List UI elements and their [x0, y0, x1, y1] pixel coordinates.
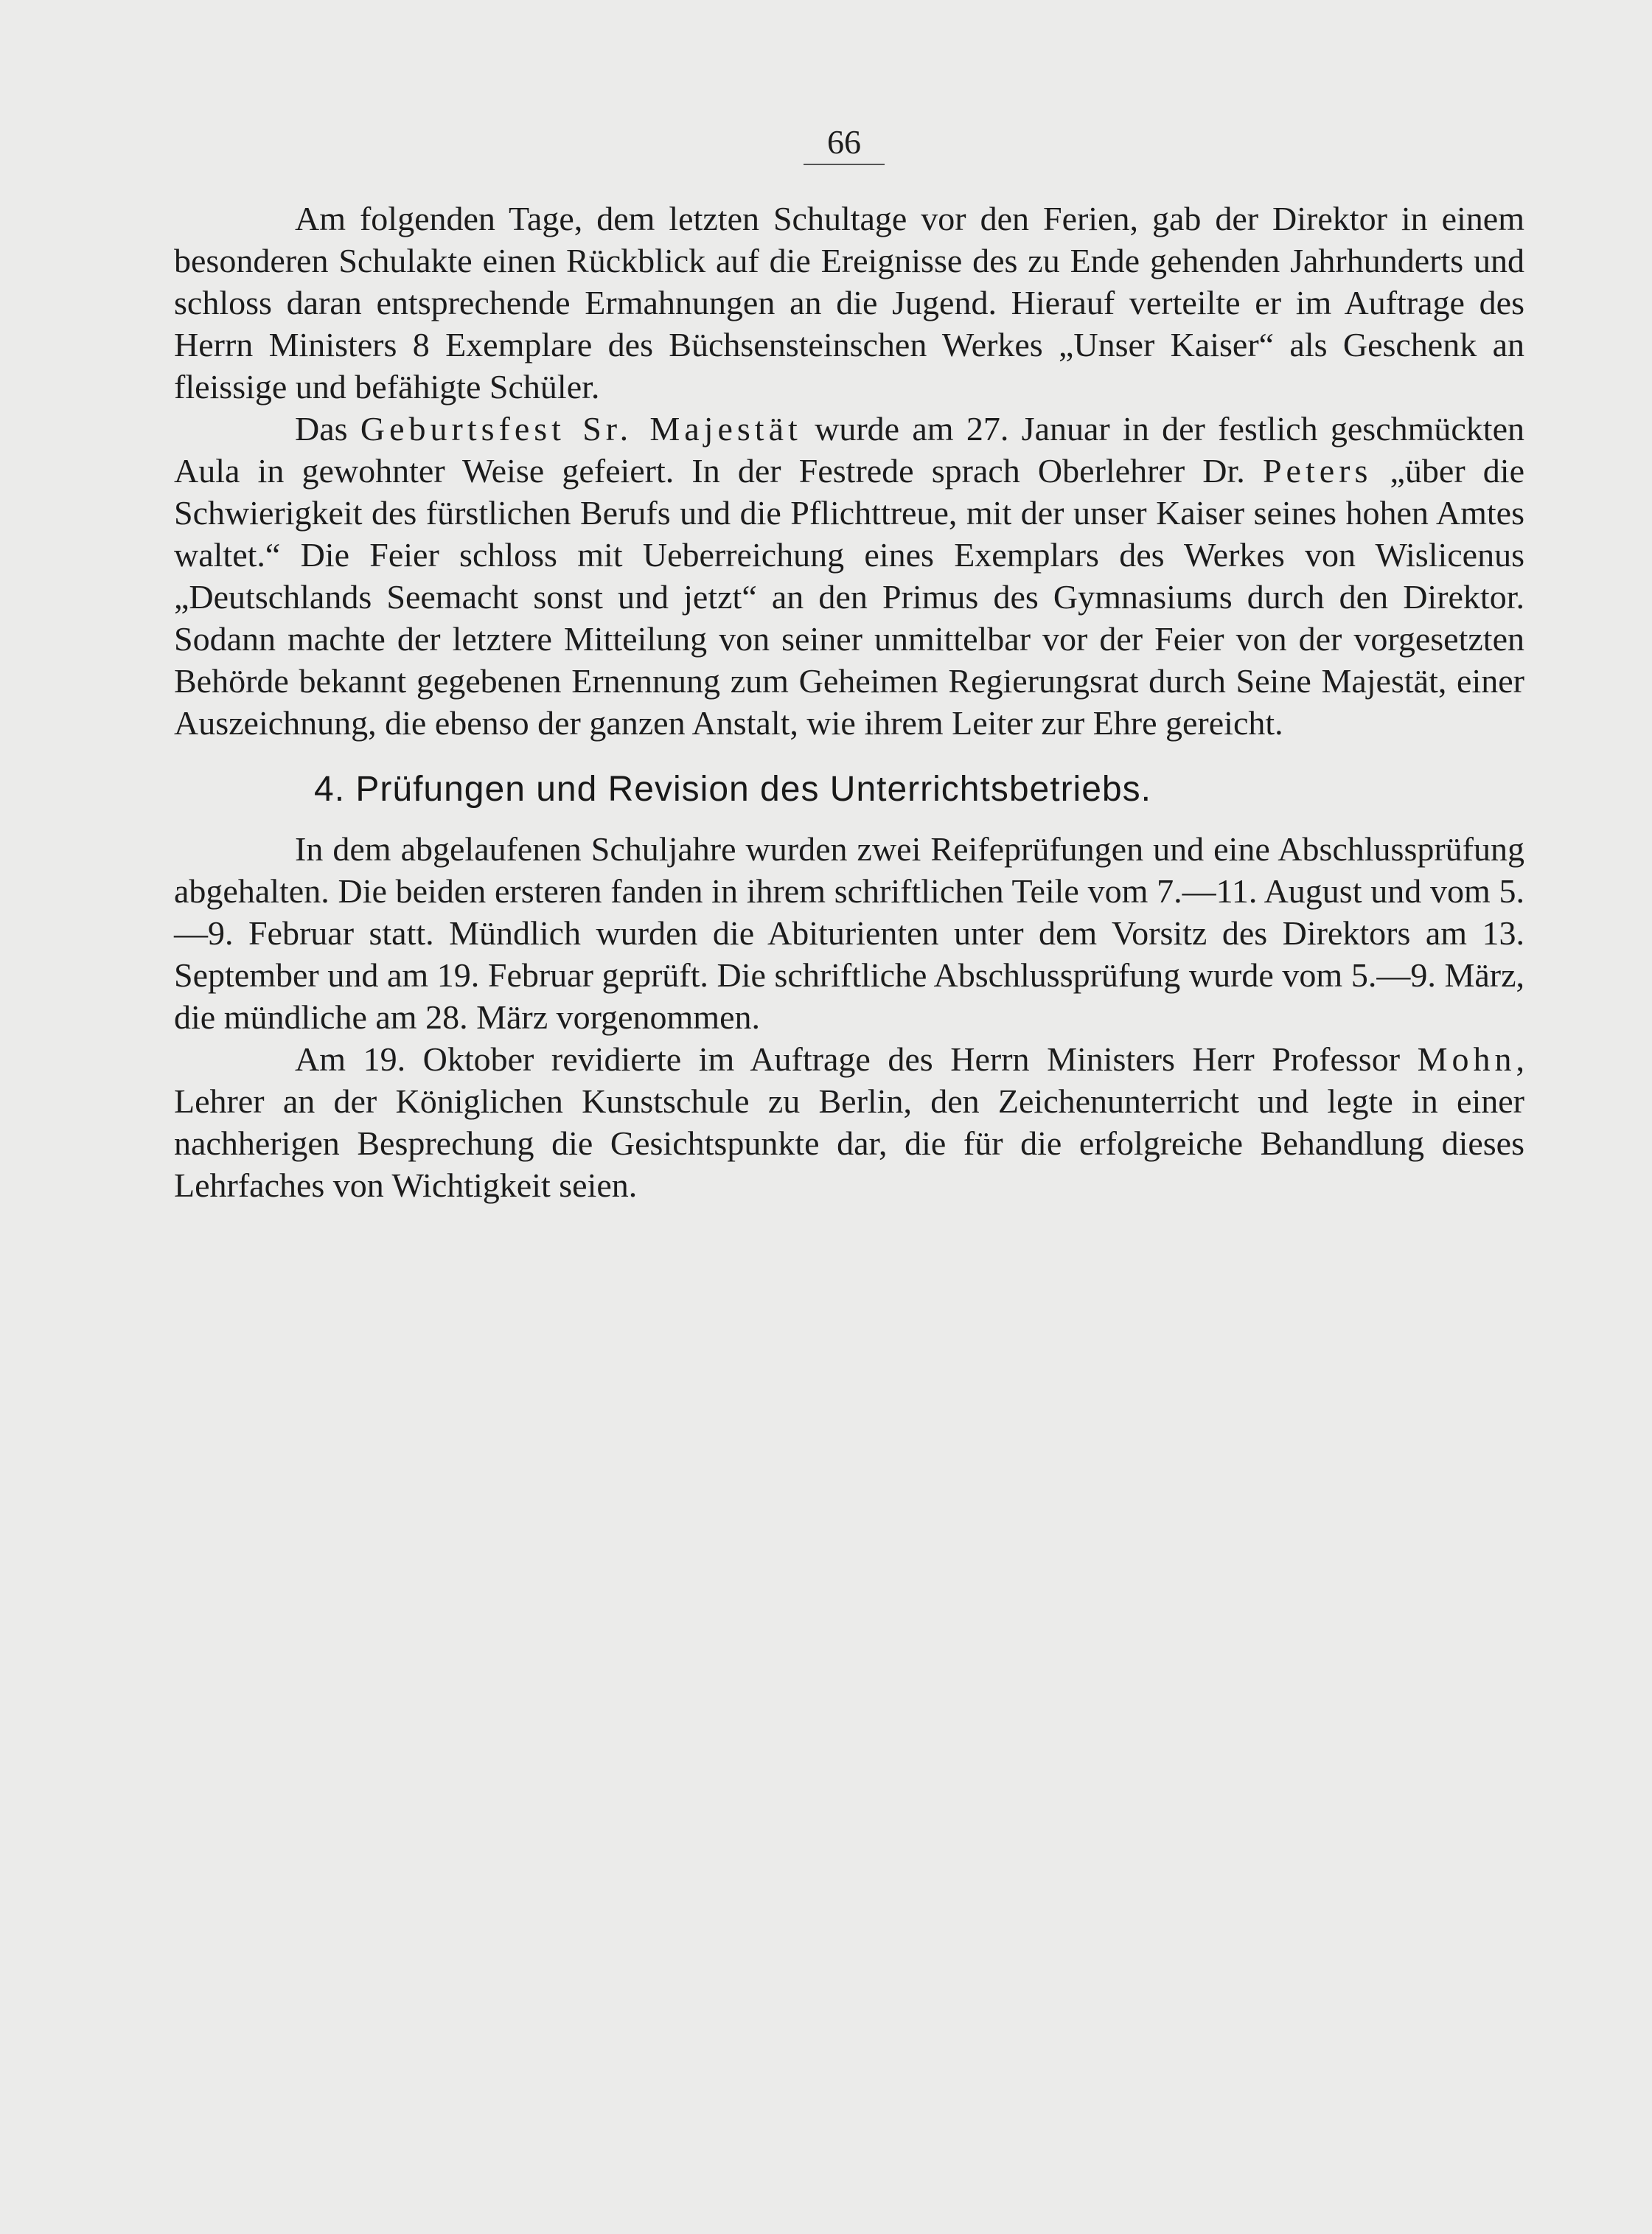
section-title: Prüfungen und Revision des Unterrichtsbetriebs.	[355, 770, 1151, 809]
paragraph-birthday-celebration	[174, 408, 1524, 744]
paragraph-examinations: In dem abgelaufenen Schuljahre wurden zwei Reifeprüfungen und eine Abschlussprüfung abgehalten. Die beiden ersteren fanden in ihrem schriftlichen Teile vom 7.—11. August und vom 5.—9. Februar statt. Mündlich wurden die Abiturienten unter dem Vorsitz des Direktors am 13. September und am 19. Februar geprüft. Die schriftliche Abschlussprüfung wurde vom 5.—9. März, die mündliche am 28. März vorgenommen.	[174, 830, 1524, 1036]
emphasized-name: Peters	[1262, 452, 1373, 490]
emphasized-text: Geburtsfest Sr. Majestät	[360, 410, 802, 448]
page-number: 66	[804, 124, 885, 165]
paragraph-text: „über die Schwierigkeit des fürstlichen Berufs und die Pflichttreue, mit der unser Kaiser seines hohen Amtes waltet.“ Die Feier schloss mit Ueberreichung eines Exemplars des Werkes von Wislicenus „Deutschlands Seemacht sonst und jetzt“ an den Primus des Gymnasiums durch den Direktor. Sodann machte der letztere Mitteilung von seiner unmittelbar vor der Feier von der vorgesetzten Behörde bekannt gegebenen Ernennung zum Geheimen Regierungsrat durch Seine Majestät, einer Auszeichnung, die ebenso der ganzen Anstalt, wie ihrem Leiter zur Ehre gereicht.	[174, 452, 1524, 742]
paragraph-revision	[174, 1038, 1524, 1206]
paragraph-text: Das	[295, 410, 360, 448]
emphasized-name: Mohn	[1417, 1040, 1516, 1078]
paragraph-text: , Lehrer an der Königlichen Kunstschule zu Berlin, den Zeichenunterricht und legte in einer nachherigen Besprechung die Gesichtspunkte dar, die für die erfolgreiche Behandlung dieses Lehrfaches von Wichtigkeit seien.	[174, 1040, 1524, 1204]
paragraph-text: wurde am 27. Januar in der festlich geschmückten Aula in gewohnter Weise gefeiert. In der Festrede sprach Oberlehrer Dr.	[174, 410, 1525, 490]
section-number: 4.	[314, 770, 346, 809]
page-content	[174, 198, 1524, 1206]
paragraph-text: Am 19. Oktober revidierte im Auftrage des Herrn Ministers Herr Professor	[295, 1040, 1418, 1078]
paragraph-school-act: Am folgenden Tage, dem letzten Schultage vor den Ferien, gab der Direktor in einem besonderen Schulakte einen Rückblick auf die Ereignisse des zu Ende gehenden Jahrhunderts und schloss daran entsprechende Ermahnungen an die Jugend. Hierauf verteilte er im Auftrage des Herrn Ministers 8 Exemplare des Büchsensteinschen Werkes „Unser Kaiser“ als Geschenk an fleissige und befähigte Schüler.	[174, 200, 1524, 406]
section-heading	[174, 766, 1524, 813]
